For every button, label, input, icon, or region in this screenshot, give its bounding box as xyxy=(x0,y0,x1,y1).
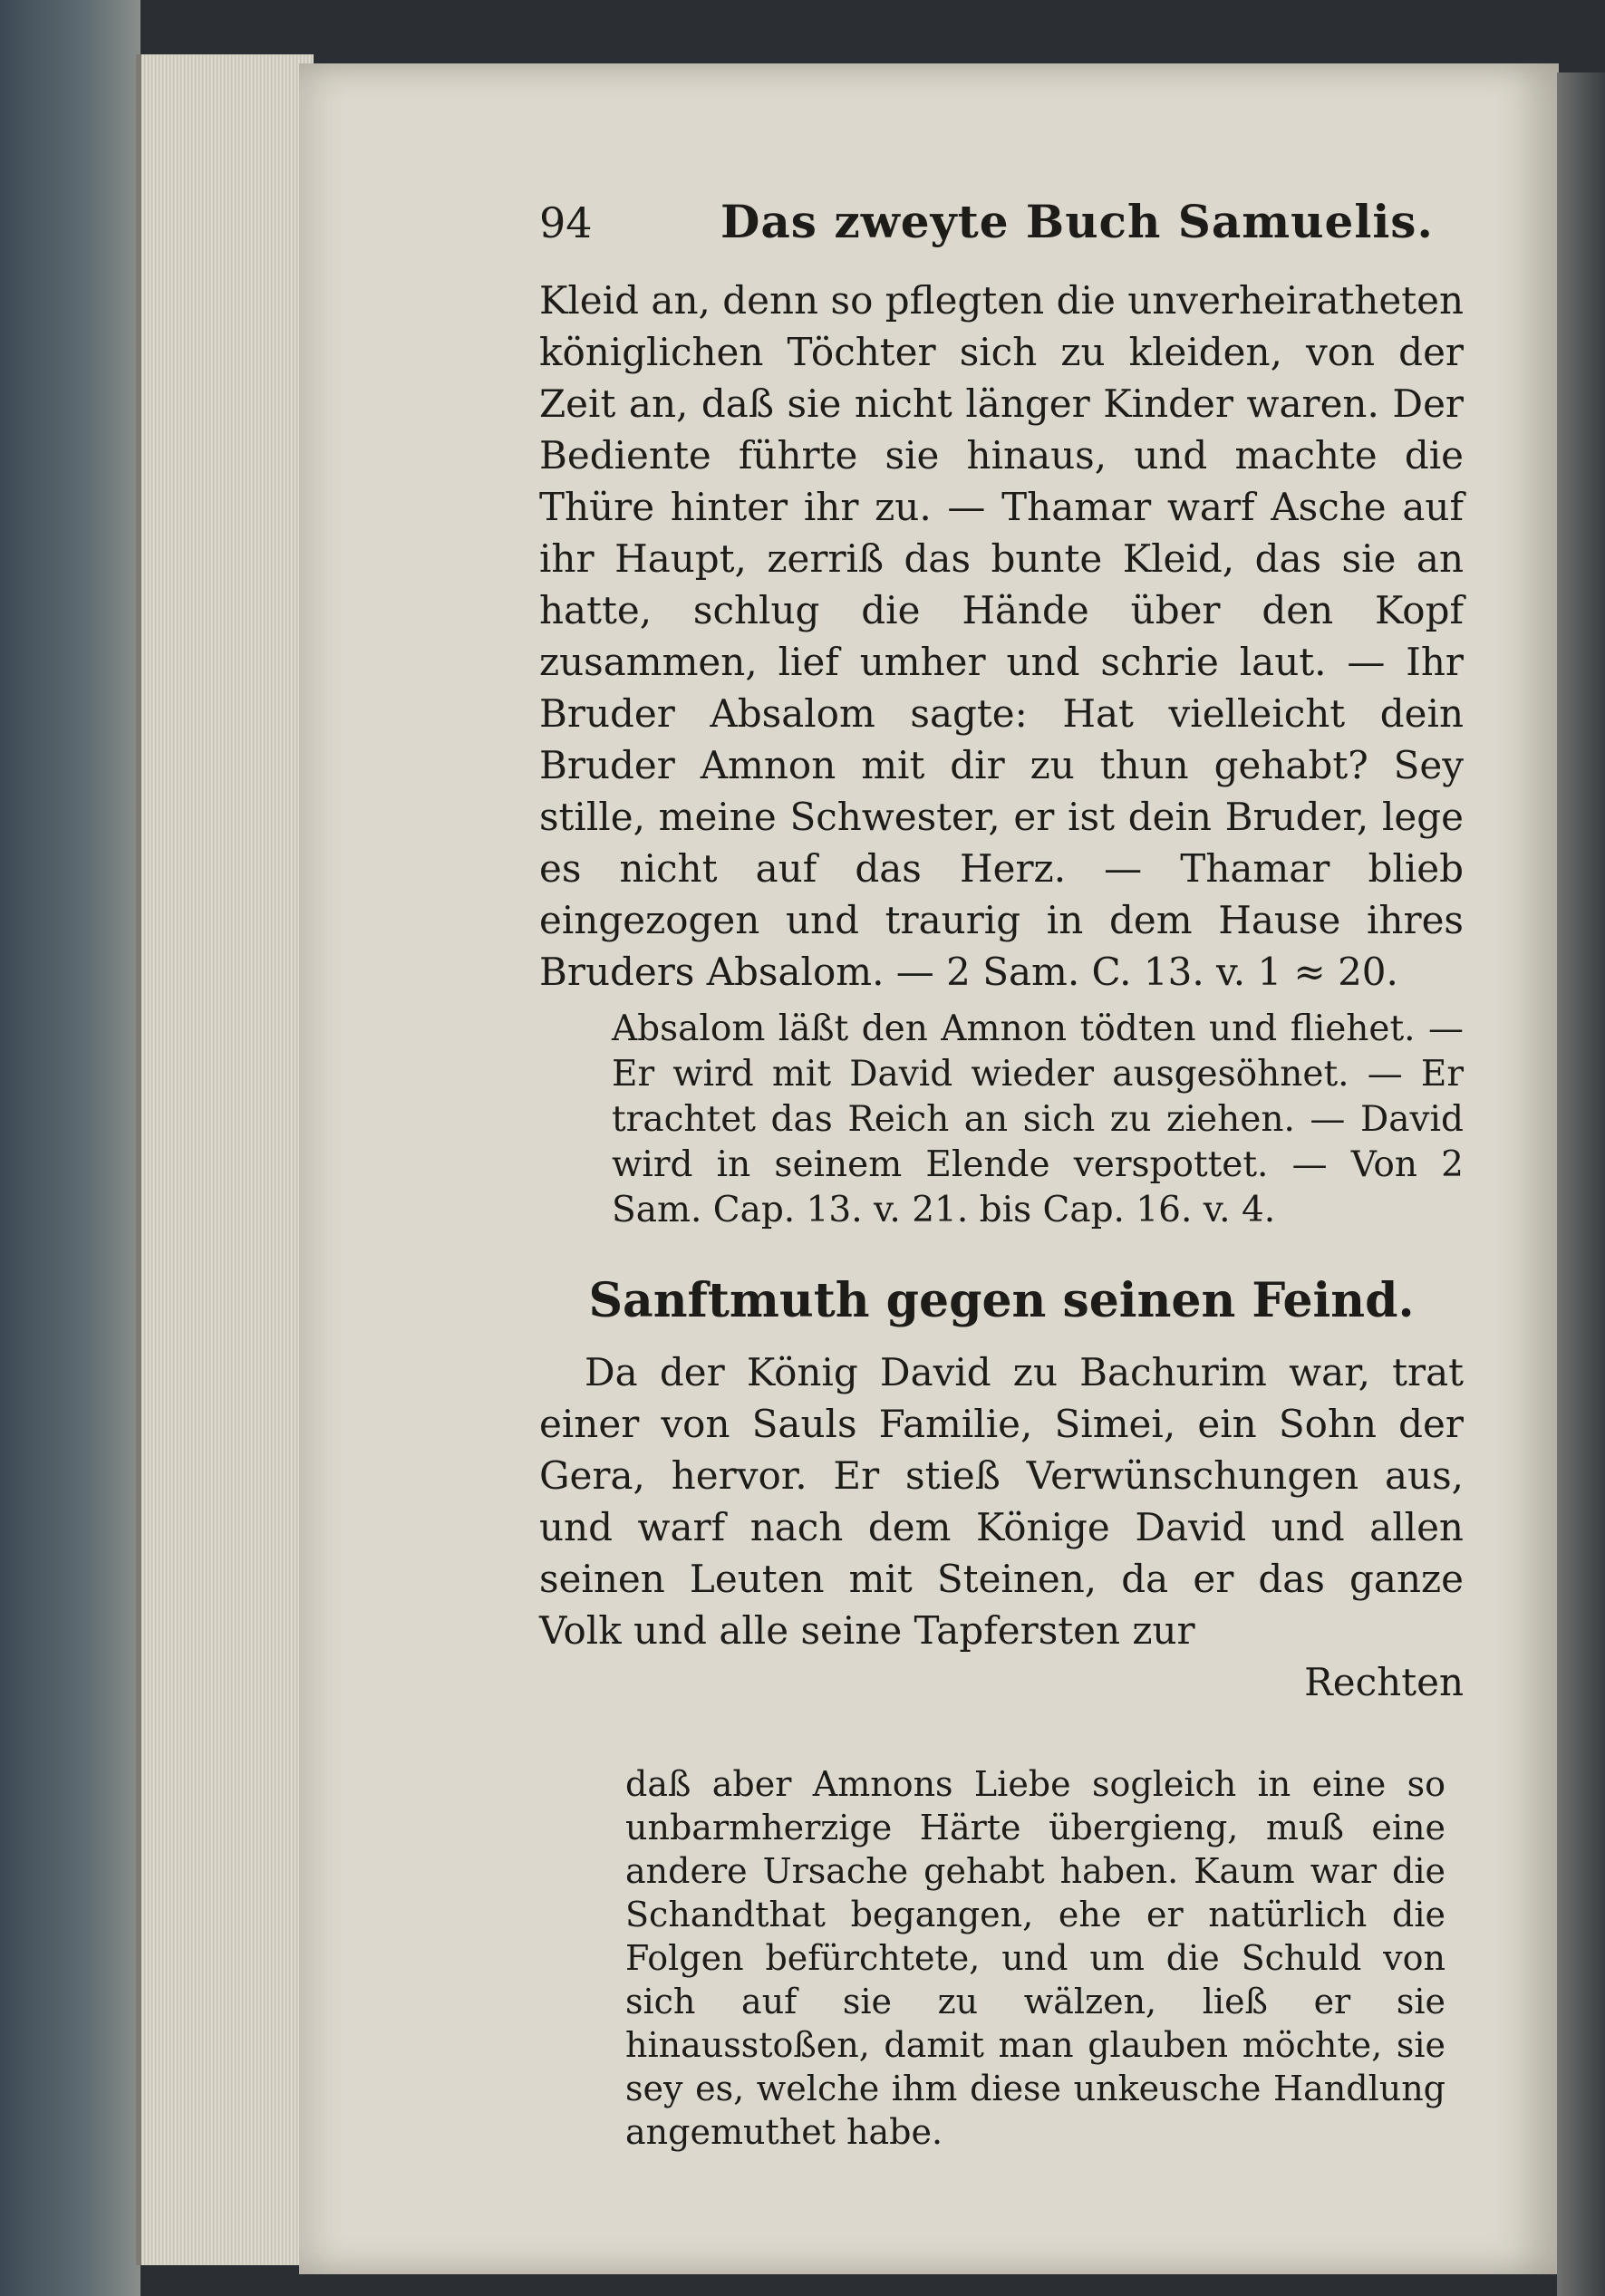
section-paragraph: Da der König David zu Bachurim war, trat einer von Sauls Familie, Simei, ein Sohn der Gera, hervor. Er stieß Verwünschungen aus, und warf nach dem Könige David und allen seinen Leuten mit Steinen, da er das ganze Volk und alle seine Tapfersten zur xyxy=(539,1350,1464,1653)
section-heading: Sanftmuth gegen seinen Feind. xyxy=(588,1273,1415,1328)
page-header xyxy=(539,195,1464,267)
section-text-block xyxy=(539,1346,1464,1656)
scan-background-left xyxy=(0,0,140,2296)
page-number: 94 xyxy=(539,198,593,247)
book-page-edges xyxy=(136,54,314,2265)
main-text xyxy=(539,275,1464,998)
page-content xyxy=(539,195,1464,2154)
catchword: Rechten xyxy=(1304,1660,1464,1704)
chapter-summary: Absalom läßt den Amnon tödten und fliehet. — Er wird mit David wieder ausgesöhnet. — Er trachtet das Reich an sich zu ziehen. — David wird in seinem Elende verspottet. — Von 2 Sam. Cap. 13. v. 21. bis Cap. 16. v. 4. xyxy=(612,1008,1464,1230)
scan-background-right xyxy=(1557,72,1605,2296)
main-paragraph: Kleid an, denn so pflegten die unverheiratheten königlichen Töchter sich zu kleiden, von der Zeit an, daß sie nicht länger Kinder waren. Der Bediente führte sie hinaus, und machte die Thüre hinter ihr zu. — Thamar warf Asche auf ihr Haupt, zerriß das bunte Kleid, das sie an hatte, schlug die Hände über den Kopf zusammen, lief umher und schrie laut. — Ihr Bruder Absalom sagte: Hat vielleicht dein Bruder Amnon mit dir zu thun gehabt? Sey stille, meine Schwester, er ist dein Bruder, lege es nicht auf das Herz. — Thamar blieb eingezogen und traurig in dem Hause ihres Bruders Absalom. — 2 Sam. C. 13. v. 1 ≈ 20. xyxy=(539,278,1464,994)
footnote: daß aber Amnons Liebe sogleich in eine so unbarmherzige Härte übergieng, muß eine andere Ursache gehabt haben. Kaum war die Schandthat begangen, ehe er natürlich die Folgen befürchtete, und um die Schuld von sich auf sie zu wälzen, ließ er sie hinausstoßen, damit man glauben möchte, sie sey es, welche ihm diese unkeusche Handlung angemuthet habe. xyxy=(625,1764,1445,2152)
running-head: Das zweyte Buch Samuelis. xyxy=(720,195,1434,248)
